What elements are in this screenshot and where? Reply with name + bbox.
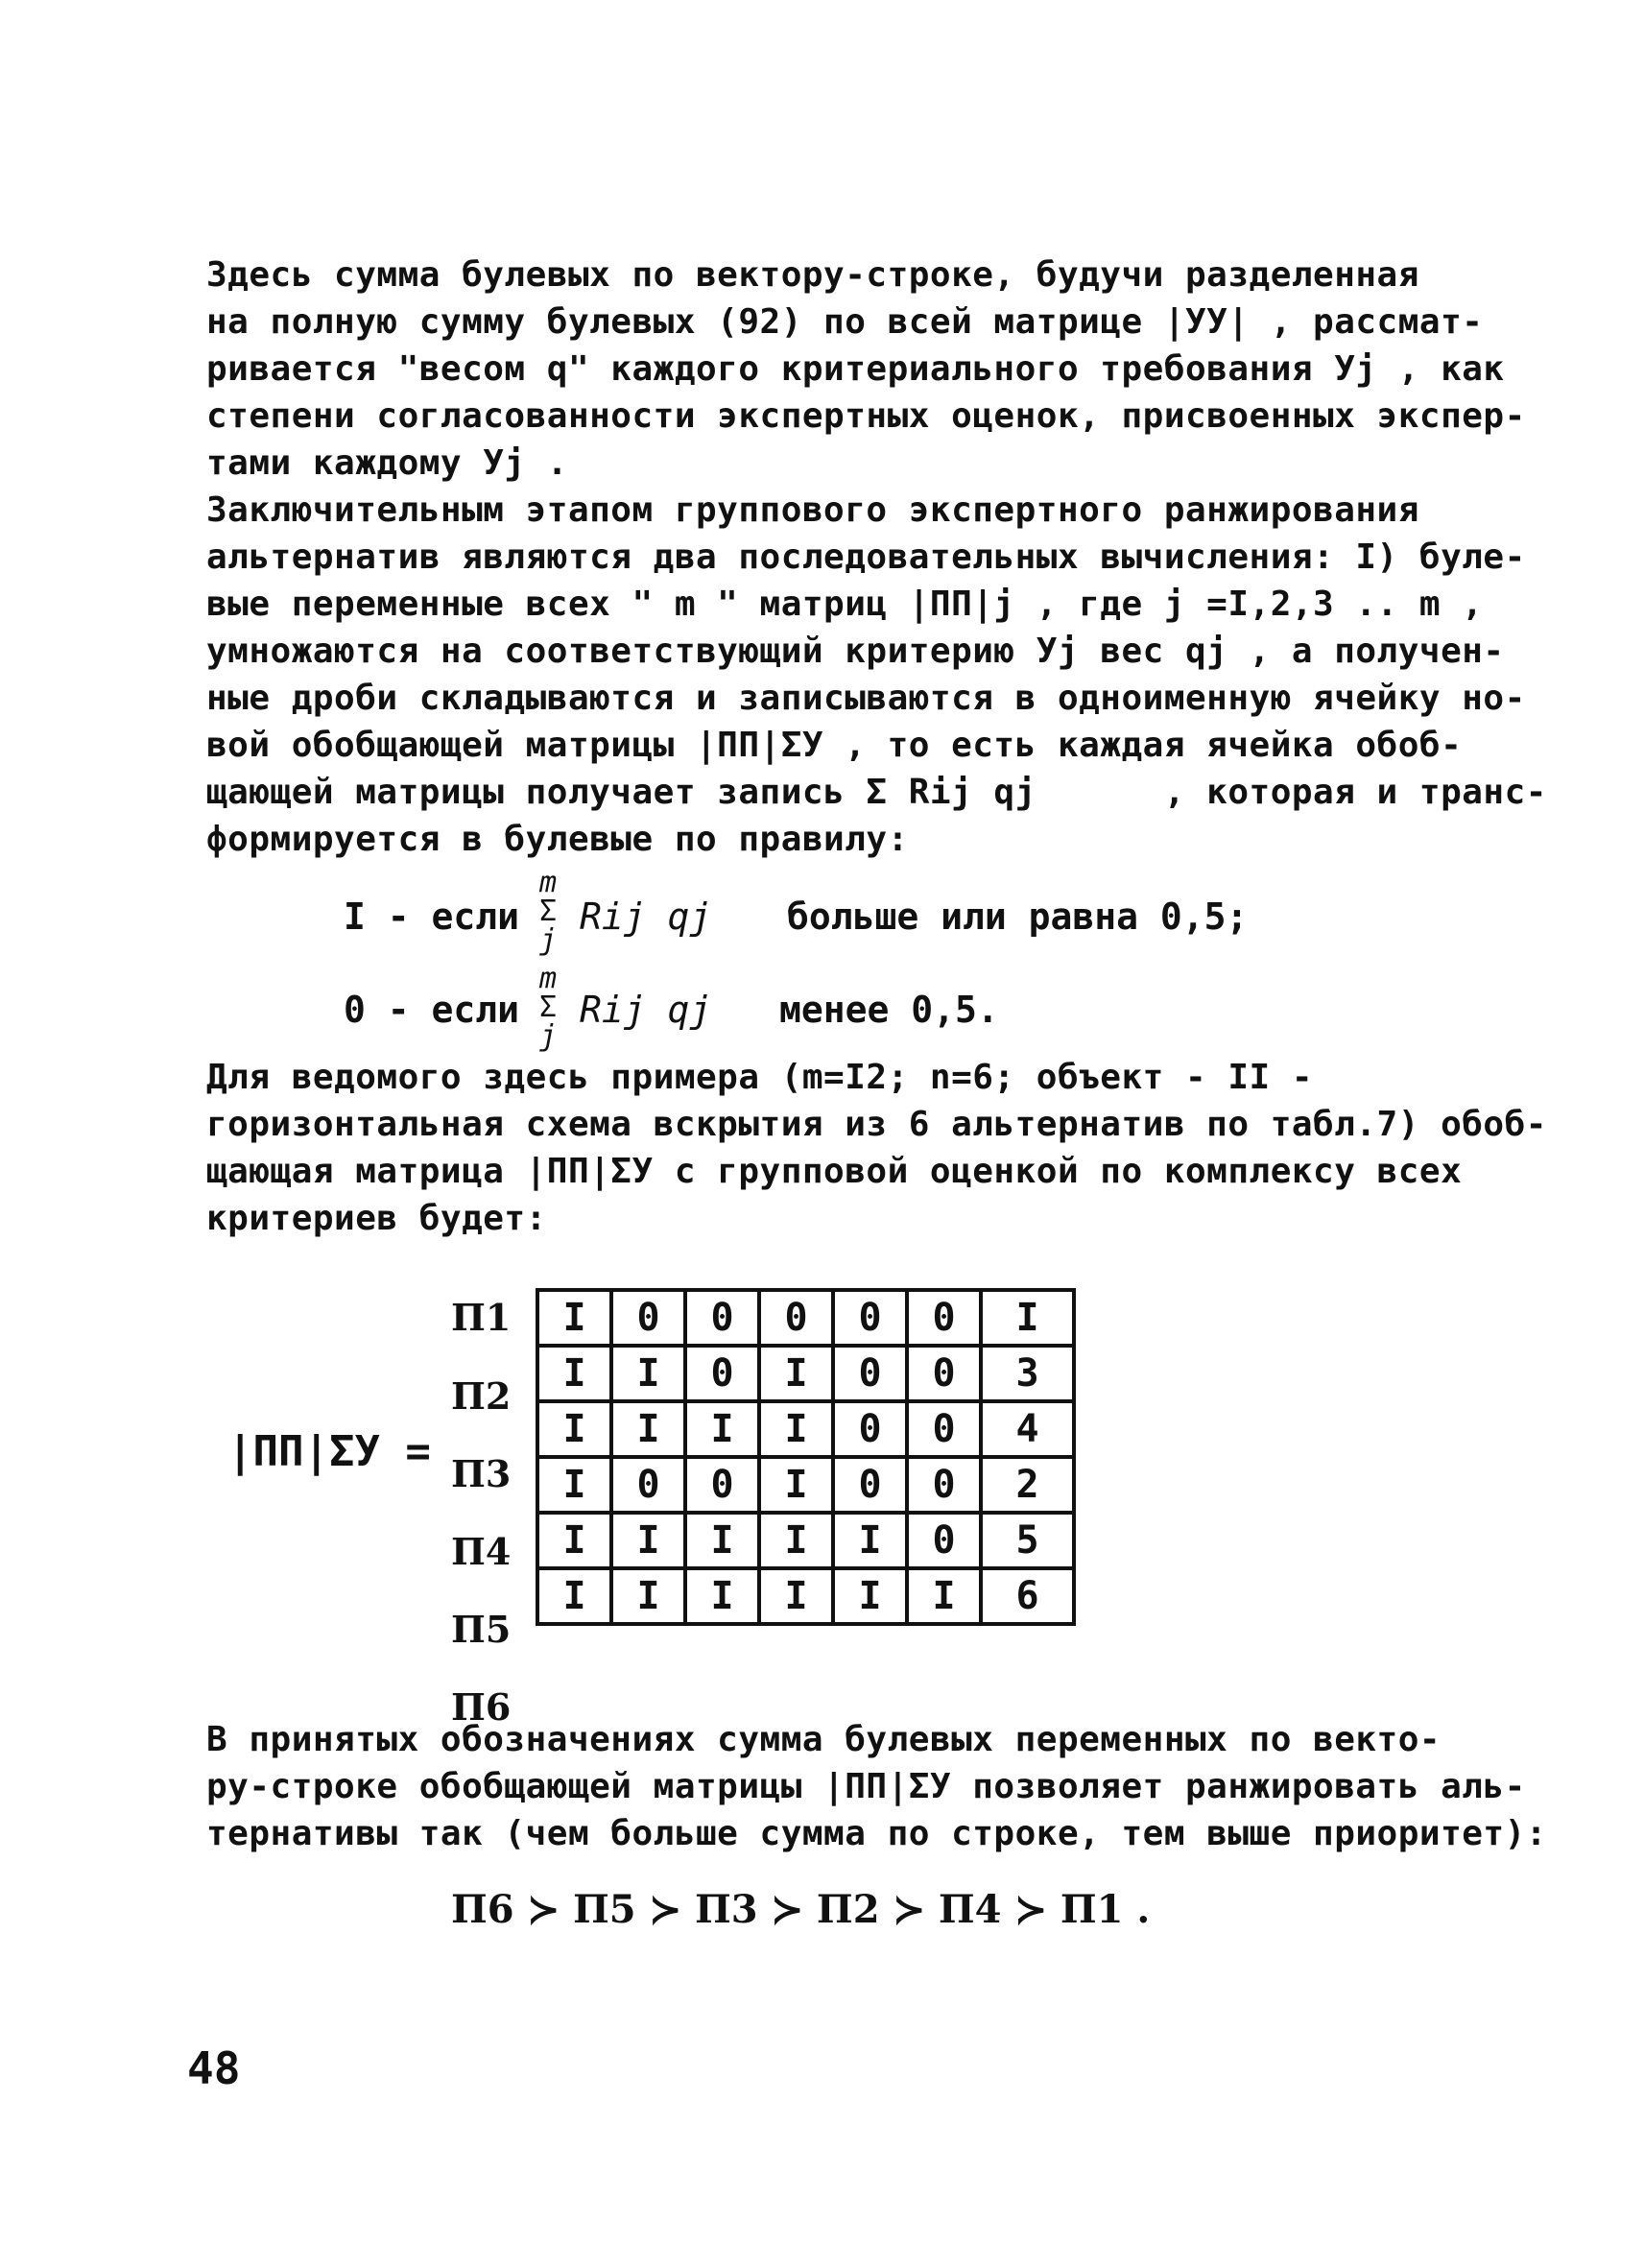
matrix-cell: I (537, 1346, 611, 1401)
text-line: вые переменные всех " m " матриц |ПП|j , где j =I,2,3 .. m , (206, 585, 1484, 624)
row-label: П2 (451, 1374, 512, 1418)
matrix-cell: I (611, 1513, 685, 1568)
matrix-cell: I (907, 1568, 981, 1624)
matrix-cell: 0 (907, 1346, 981, 1401)
text-line: тами каждому Уj . (206, 443, 568, 483)
table-row (537, 1401, 1074, 1457)
matrix-cell: I (759, 1457, 833, 1513)
row-label: П1 (451, 1296, 512, 1339)
matrix-cell: 0 (833, 1457, 907, 1513)
paragraph-weights (206, 251, 1526, 487)
sum-operator (534, 866, 562, 957)
matrix-cell: I (759, 1513, 833, 1568)
text-line: ные дроби складываются и записываются в одноименную ячейку но- (206, 679, 1526, 718)
rule-row-one-prefix: I - если (344, 895, 520, 938)
sum-symbol: Σ (538, 991, 558, 1024)
matrix-cell: I (537, 1568, 611, 1624)
rule-row-one-expression: Rij qj (580, 895, 712, 938)
row-sum-cell: 3 (981, 1346, 1074, 1401)
matrix-cell: I (611, 1401, 685, 1457)
matrix-cell: I (611, 1568, 685, 1624)
text-line: формируется в булевые по правилу: (206, 820, 909, 859)
matrix-cell: I (759, 1401, 833, 1457)
text-line: Здесь сумма булевых по вектору-строке, будучи разделенная (206, 255, 1419, 295)
sum-upper-limit: m (538, 866, 558, 899)
matrix-cell: 0 (833, 1401, 907, 1457)
text-line: на полную сумму булевых (92) по всей матрице |УУ| , рассмат- (206, 302, 1484, 342)
sum-operator (534, 962, 562, 1053)
matrix-cell: 0 (833, 1346, 907, 1401)
paragraph-example (206, 1054, 1547, 1242)
sum-lower-limit: j (538, 1019, 558, 1053)
text-line: щающей матрицы получает запись Σ Rij qj , которая и транс- (206, 773, 1547, 812)
row-label: П5 (451, 1608, 512, 1651)
rule-row-two-prefix: 0 - если (344, 989, 520, 1031)
text-line: альтернатив являются два последовательных вычисления: I) буле- (206, 537, 1526, 577)
matrix-cell: 0 (611, 1457, 685, 1513)
table-row (537, 1346, 1074, 1401)
row-label: П3 (451, 1452, 512, 1495)
table-row (537, 1290, 1074, 1346)
matrix-cell: I (537, 1513, 611, 1568)
matrix-cell: 0 (907, 1513, 981, 1568)
row-sum-cell: 5 (981, 1513, 1074, 1568)
row-label: П4 (451, 1530, 512, 1573)
matrix-cell: I (685, 1401, 759, 1457)
matrix-cell: 0 (759, 1290, 833, 1346)
matrix-cell: 0 (685, 1290, 759, 1346)
matrix-cell: 0 (907, 1290, 981, 1346)
row-sum-cell: 6 (981, 1568, 1074, 1624)
sum-symbol: Σ (538, 895, 558, 928)
row-sum-cell: I (981, 1290, 1074, 1346)
matrix-cell: I (611, 1346, 685, 1401)
text-line: ривается "весом q" каждого критериального требования Уj , как (206, 349, 1505, 389)
page-number: 48 (187, 2042, 241, 2094)
text-line: степени согласованности экспертных оценок, присвоенных экспер- (206, 396, 1526, 436)
matrix-cell: I (833, 1513, 907, 1568)
matrix-cell: I (685, 1568, 759, 1624)
matrix-cell: 0 (611, 1290, 685, 1346)
text-line: горизонтальная схема вскрытия из 6 альтернатив по табл.7) обоб- (206, 1105, 1547, 1144)
ranking-expression: П6 ≻ П5 ≻ П3 ≻ П2 ≻ П4 ≻ П1 . (451, 1887, 1151, 1932)
text-line: ру-строке обобщающей матрицы |ПП|ΣУ позволяет ранжировать аль- (206, 1767, 1526, 1806)
paragraph-ranking (206, 1716, 1547, 1857)
matrix-cell: I (759, 1346, 833, 1401)
text-line: тернативы так (чем больше сумма по строке, тем выше приоритет): (206, 1814, 1547, 1853)
sum-lower-limit: j (538, 923, 558, 957)
table-row (537, 1568, 1074, 1624)
row-sum-cell: 4 (981, 1401, 1074, 1457)
table-row (537, 1513, 1074, 1568)
table-row (537, 1457, 1074, 1513)
rule-row-one-condition: больше или равна 0,5; (787, 895, 1249, 938)
matrix-cell: I (537, 1401, 611, 1457)
text-line: критериев будет: (206, 1199, 547, 1238)
text-line: умножаются на соответствующий критерию Уj вес qj , а получен- (206, 632, 1505, 671)
matrix-name: |ПП|ΣУ = (227, 1427, 431, 1476)
generalized-matrix (536, 1288, 1076, 1626)
matrix-cell: 0 (907, 1401, 981, 1457)
text-line: вой обобщающей матрицы |ПП|ΣУ , то есть каждая ячейка обоб- (206, 726, 1463, 765)
sum-upper-limit: m (538, 962, 558, 995)
matrix-cell: I (537, 1457, 611, 1513)
text-line: В принятых обозначениях сумма булевых переменных по векто- (206, 1720, 1441, 1759)
text-line: щающая матрица |ПП|ΣУ с групповой оценкой по комплексу всех (206, 1152, 1463, 1191)
matrix-cell: I (685, 1513, 759, 1568)
matrix-cell: I (537, 1290, 611, 1346)
text-line: Для ведомого здесь примера (m=I2; n=6; объект - II - (206, 1058, 1314, 1097)
matrix-cell: 0 (685, 1346, 759, 1401)
row-label: П6 (451, 1685, 512, 1729)
rule-row-two-expression: Rij qj (580, 989, 712, 1031)
rule-row-two-condition: менее 0,5. (779, 989, 999, 1031)
text-line: Заключительным этапом группового экспертного ранжирования (206, 490, 1419, 530)
matrix-cell: 0 (907, 1457, 981, 1513)
matrix-cell: I (759, 1568, 833, 1624)
matrix-cell: 0 (833, 1290, 907, 1346)
row-sum-cell: 2 (981, 1457, 1074, 1513)
matrix-cell: 0 (685, 1457, 759, 1513)
matrix-cell: I (833, 1568, 907, 1624)
paragraph-final-stage (206, 487, 1547, 863)
